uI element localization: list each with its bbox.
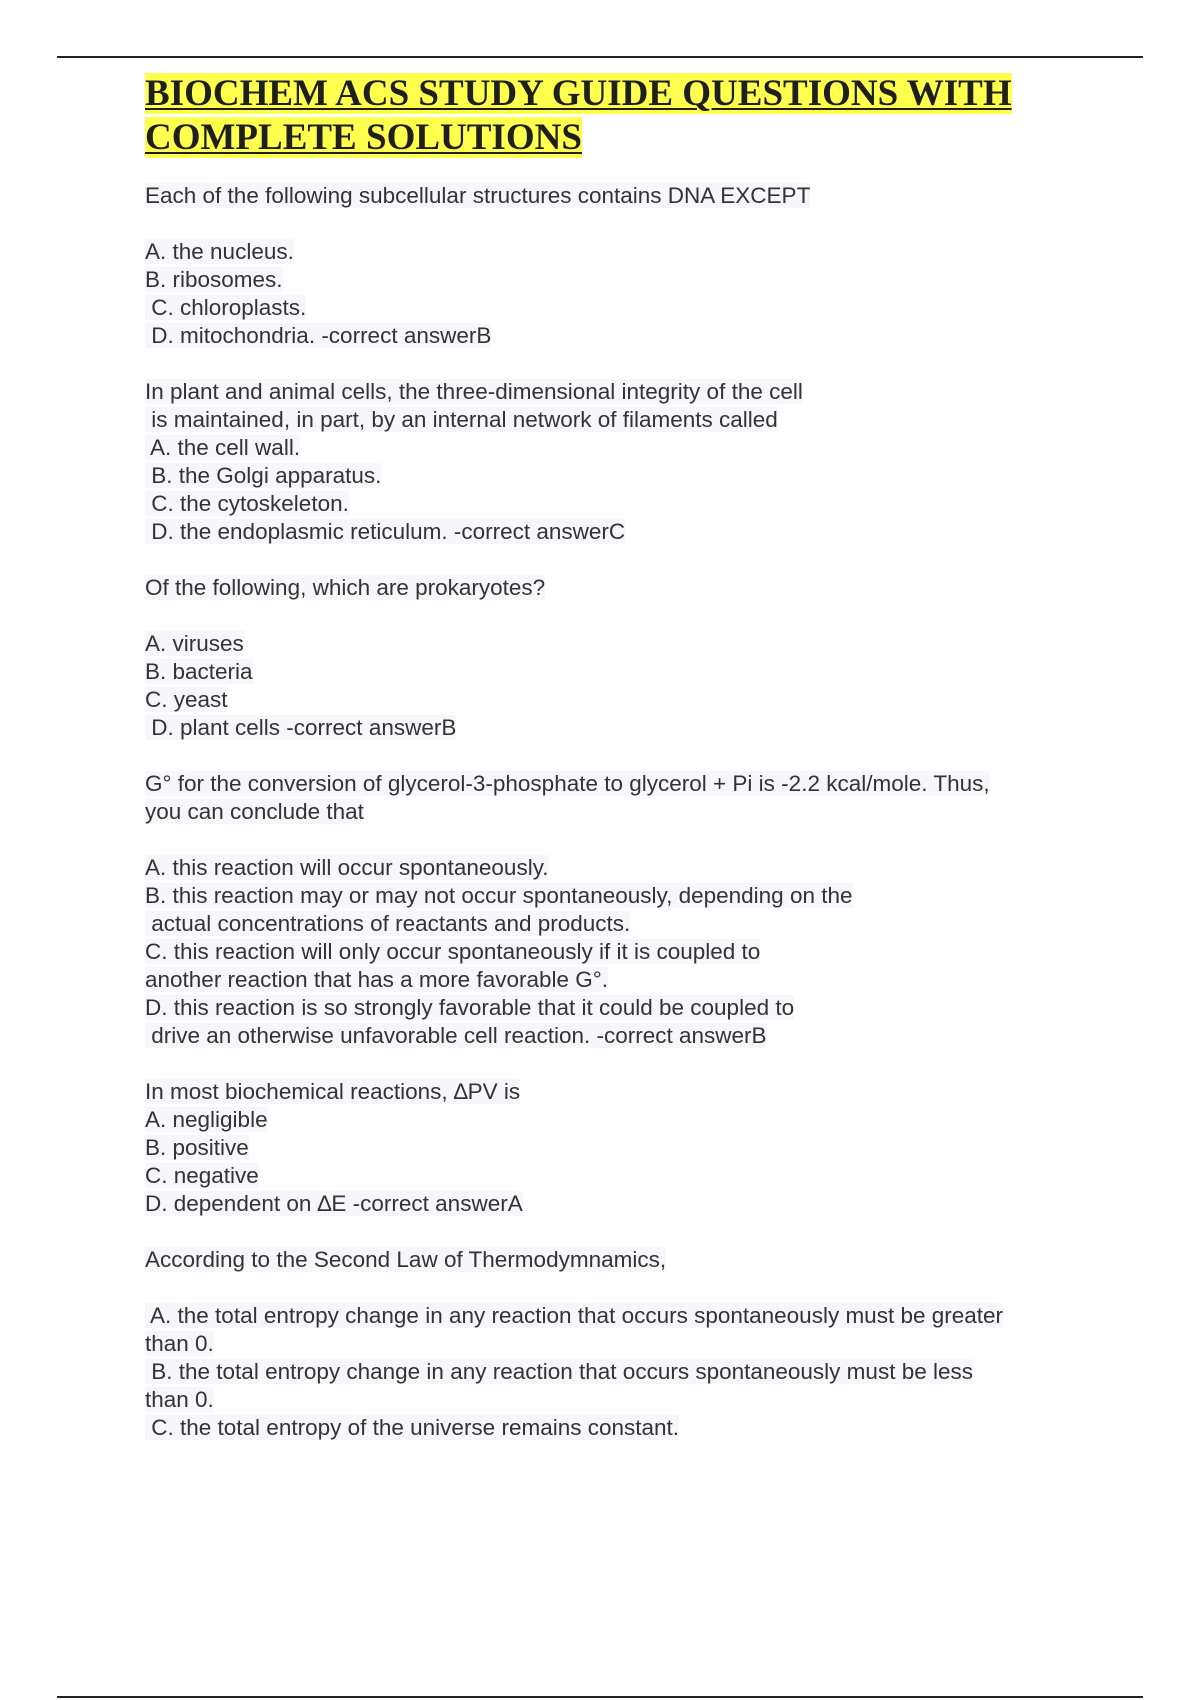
text-line-content: C. this reaction will only occur spontaneously if it is coupled to [145, 939, 761, 964]
text-line-content: is maintained, in part, by an internal network of filaments called [145, 407, 778, 432]
text-line-content: In plant and animal cells, the three-dimensional integrity of the cell [145, 379, 803, 404]
text-line-content: you can conclude that [145, 799, 364, 824]
text-line [145, 1190, 1085, 1218]
blank-line [145, 602, 1085, 630]
text-line-content: D. the endoplasmic reticulum. -correct answerC [145, 519, 626, 544]
text-line-content: drive an otherwise unfavorable cell reaction. -correct answerB [145, 1023, 767, 1048]
text-line [145, 574, 1085, 602]
text-line [145, 910, 1085, 938]
text-line [145, 882, 1085, 910]
text-line-content: C. the total entropy of the universe remains constant. [145, 1415, 680, 1440]
text-line [145, 378, 1085, 406]
text-line [145, 182, 1085, 210]
text-line-content: B. the total entropy change in any reaction that occurs spontaneously must be less [145, 1359, 973, 1384]
text-line-content: D. dependent on ∆E -correct answerA [145, 1191, 523, 1216]
text-line [145, 686, 1085, 714]
text-line-content: In most biochemical reactions, ∆PV is [145, 1079, 521, 1104]
text-line-content: A. the cell wall. [145, 435, 301, 460]
text-line [145, 518, 1085, 546]
blank-line [145, 742, 1085, 770]
text-line [145, 1358, 1085, 1386]
text-line [145, 1022, 1085, 1050]
title-line-1: BIOCHEM ACS STUDY GUIDE QUESTIONS WITH [145, 73, 1012, 114]
blank-line [145, 210, 1085, 238]
text-line-content: According to the Second Law of Thermodymnamics, [145, 1247, 667, 1272]
text-line [145, 630, 1085, 658]
document-body [145, 72, 1085, 1442]
text-line [145, 1386, 1085, 1414]
blank-line [145, 1050, 1085, 1078]
text-line [145, 322, 1085, 350]
bottom-rule [57, 1696, 1143, 1698]
text-line [145, 966, 1085, 994]
text-line-content: B. this reaction may or may not occur spontaneously, depending on the [145, 883, 853, 908]
text-line-content: Each of the following subcellular structures contains DNA EXCEPT [145, 183, 811, 208]
text-line [145, 1078, 1085, 1106]
text-line-content: B. bacteria [145, 659, 253, 684]
text-line [145, 798, 1085, 826]
text-line-content: D. plant cells -correct answerB [145, 715, 457, 740]
top-rule [57, 56, 1143, 58]
text-line [145, 854, 1085, 882]
blank-line [145, 546, 1085, 574]
text-line [145, 294, 1085, 322]
text-line [145, 770, 1085, 798]
text-line [145, 406, 1085, 434]
text-line [145, 938, 1085, 966]
text-line-content: C. chloroplasts. [145, 295, 307, 320]
text-line-content: G° for the conversion of glycerol-3-phosphate to glycerol + Pi is -2.2 kcal/mole. Thus, [145, 771, 990, 796]
text-line [145, 1302, 1085, 1330]
title-line-2: COMPLETE SOLUTIONS [145, 117, 582, 158]
text-line [145, 266, 1085, 294]
text-line-content: Of the following, which are prokaryotes? [145, 575, 546, 600]
text-line [145, 1106, 1085, 1134]
text-line [145, 1134, 1085, 1162]
text-line-content: B. the Golgi apparatus. [145, 463, 382, 488]
text-line [145, 714, 1085, 742]
text-line-content: B. positive [145, 1135, 249, 1160]
text-line-content: A. this reaction will occur spontaneously. [145, 855, 549, 880]
blank-line [145, 350, 1085, 378]
text-line-content: another reaction that has a more favorable G°. [145, 967, 609, 992]
text-line [145, 994, 1085, 1022]
text-line [145, 1246, 1085, 1274]
blank-line [145, 1218, 1085, 1246]
blank-line [145, 826, 1085, 854]
text-line [145, 1414, 1085, 1442]
text-line-content: actual concentrations of reactants and products. [145, 911, 631, 936]
text-line-content: A. viruses [145, 631, 244, 656]
text-line-content: than 0. [145, 1331, 214, 1356]
document-title [145, 72, 1085, 160]
text-line-content: B. ribosomes. [145, 267, 283, 292]
text-line [145, 1330, 1085, 1358]
text-line [145, 462, 1085, 490]
text-line [145, 490, 1085, 518]
text-line-content: than 0. [145, 1387, 214, 1412]
text-line-content: D. mitochondria. -correct answerB [145, 323, 492, 348]
blank-line [145, 1274, 1085, 1302]
text-line [145, 658, 1085, 686]
text-line-content: A. the total entropy change in any reaction that occurs spontaneously must be greater [145, 1303, 1004, 1328]
text-line [145, 1162, 1085, 1190]
text-line-content: A. negligible [145, 1107, 268, 1132]
text-line-content: C. the cytoskeleton. [145, 491, 349, 516]
text-line-content: C. yeast [145, 687, 228, 712]
text-line [145, 238, 1085, 266]
text-line-content: A. the nucleus. [145, 239, 294, 264]
question-list [145, 182, 1085, 1442]
text-line-content: C. negative [145, 1163, 259, 1188]
text-line-content: D. this reaction is so strongly favorable that it could be coupled to [145, 995, 795, 1020]
text-line [145, 434, 1085, 462]
